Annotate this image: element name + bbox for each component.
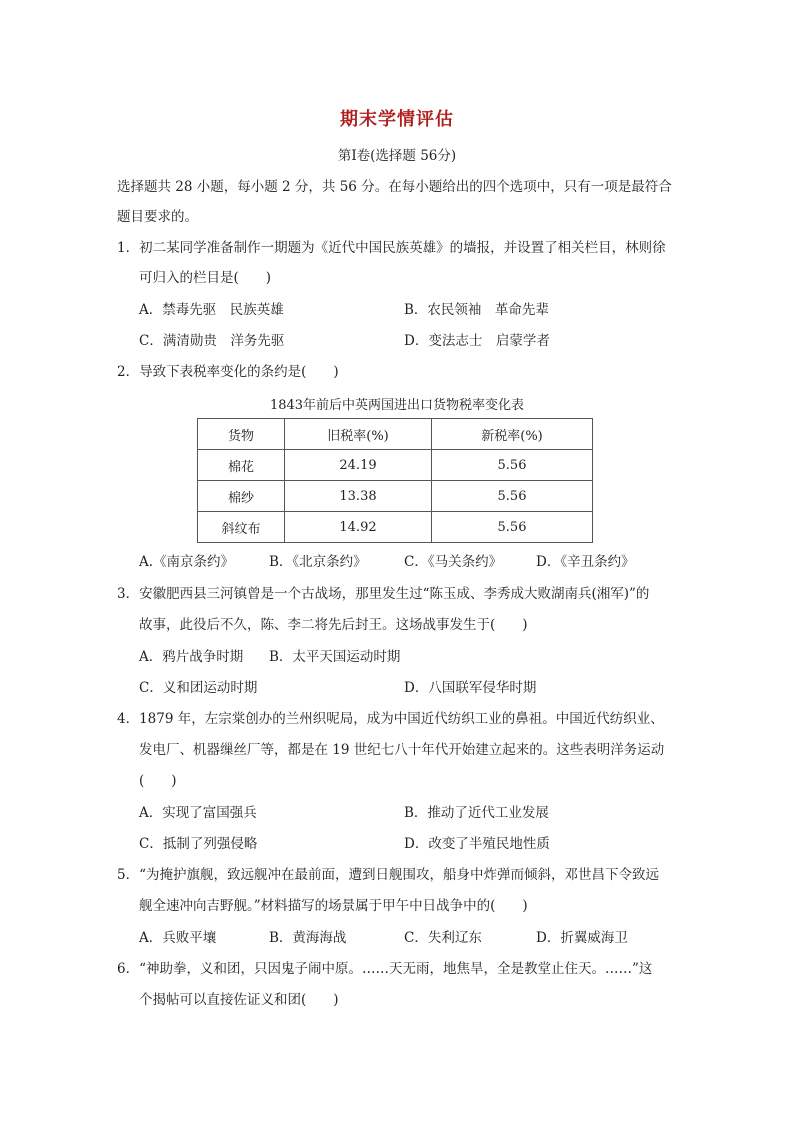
table-cell: 13.38 — [285, 481, 432, 512]
header-old-rate: 旧税率(%) — [285, 419, 432, 450]
q4-option-b[interactable]: B．推动了近代工业发展 — [404, 805, 549, 821]
q4-stem-line-1: 4．1879 年，左宗棠创办的兰州织呢局，成为中国近代纺织工业的鼻祖。中国近代纺织业、 — [117, 711, 664, 727]
q5-stem-line-1: 5．“为掩护旗舰，致远舰冲在最前面，遭到日舰围攻，船身中炸弹而倾斜，邓世昌下令致远 — [117, 867, 659, 883]
q1-stem-line-1: 1．初二某同学准备制作一期题为《近代中国民族英雄》的墙报，并设置了相关栏目，林则徐 — [117, 240, 666, 256]
table-cell: 棉花 — [198, 450, 285, 481]
tax-rate-table — [197, 418, 593, 543]
q3-option-d[interactable]: D．八国联军侵华时期 — [404, 680, 537, 696]
q1-option-d[interactable]: D．变法志士 启蒙学者 — [404, 333, 550, 349]
q1-stem-line-2: 可归入的栏目是( ) — [139, 270, 272, 286]
q2-option-c[interactable]: C．《马关条约》 — [404, 554, 503, 570]
q3-option-a[interactable]: A．鸦片战争时期 — [139, 649, 244, 665]
table-row — [198, 450, 593, 481]
page-title: 期末学情评估 — [340, 109, 454, 130]
q2-option-b[interactable]: B．《北京条约》 — [269, 554, 367, 570]
q1-option-a[interactable]: A．禁毒先驱 民族英雄 — [139, 302, 284, 318]
q5-option-d[interactable]: D．折翼威海卫 — [536, 930, 628, 946]
q5-option-a[interactable]: A．兵败平壤 — [139, 930, 217, 946]
table-cell: 棉纱 — [198, 481, 285, 512]
table-cell: 14.92 — [285, 512, 432, 543]
table-cell: 5.56 — [432, 450, 593, 481]
q1-option-c[interactable]: C．满清勋贵 洋务先驱 — [139, 333, 285, 349]
q6-stem-line-2: 个揭帖可以直接佐证义和团( ) — [139, 992, 339, 1008]
q4-stem-line-2: 发电厂、机器缫丝厂等，都是在 19 世纪七八十年代开始建立起来的。这些表明洋务运动 — [139, 742, 665, 758]
q5-option-c[interactable]: C．失利辽东 — [404, 930, 482, 946]
header-new-rate: 新税率(%) — [432, 419, 593, 450]
section-heading: 第Ⅰ卷(选择题 56分) — [337, 148, 457, 164]
header-goods: 货物 — [198, 419, 285, 450]
table-header-row — [198, 419, 593, 450]
q4-option-c[interactable]: C．抵制了列强侵略 — [139, 836, 258, 852]
table-cell: 24.19 — [285, 450, 432, 481]
q5-stem-line-2: 舰全速冲向吉野舰。”材料描写的场景属于甲午中日战争中的( ) — [139, 898, 528, 914]
table-row — [198, 481, 593, 512]
q4-option-d[interactable]: D．改变了半殖民地性质 — [404, 836, 550, 852]
q2-stem: 2．导致下表税率变化的条约是( ) — [117, 364, 339, 380]
q3-stem-line-2: 故事，此役后不久，陈、李二将先后封王。这场战事发生于( ) — [139, 617, 528, 633]
q1-option-b[interactable]: B．农民领袖 革命先辈 — [404, 302, 549, 318]
table-cell: 斜纹布 — [198, 512, 285, 543]
q5-option-b[interactable]: B．黄海海战 — [269, 930, 347, 946]
q2-option-a[interactable]: A.《南京条约》 — [139, 554, 235, 570]
q3-stem-line-1: 3．安徽肥西县三河镇曾是一个古战场，那里发生过“陈玉成、李秀成大败湖南兵(湘军)”的 — [117, 586, 650, 602]
q3-option-b[interactable]: B．太平天国运动时期 — [269, 649, 401, 665]
table-caption: 1843年前后中英两国进出口货物税率变化表 — [269, 398, 525, 413]
table-row — [198, 512, 593, 543]
q3-option-c[interactable]: C．义和团运动时期 — [139, 680, 258, 696]
q4-stem-line-3: ( ) — [139, 773, 177, 789]
q2-option-d[interactable]: D．《辛丑条约》 — [536, 554, 635, 570]
table-cell: 5.56 — [432, 512, 593, 543]
table-cell: 5.56 — [432, 481, 593, 512]
instructions-line-1: 选择题共 28 小题，每小题 2 分，共 56 分。在每小题给出的四个选项中，只有一项是最符合 — [117, 179, 672, 195]
instructions-line-2: 题目要求的。 — [117, 209, 198, 225]
q4-option-a[interactable]: A．实现了富国强兵 — [139, 805, 257, 821]
q6-stem-line-1: 6．“神助拳，义和团，只因鬼子闹中原。……天无雨，地焦旱，全是教堂止住天。……”这 — [117, 961, 653, 977]
